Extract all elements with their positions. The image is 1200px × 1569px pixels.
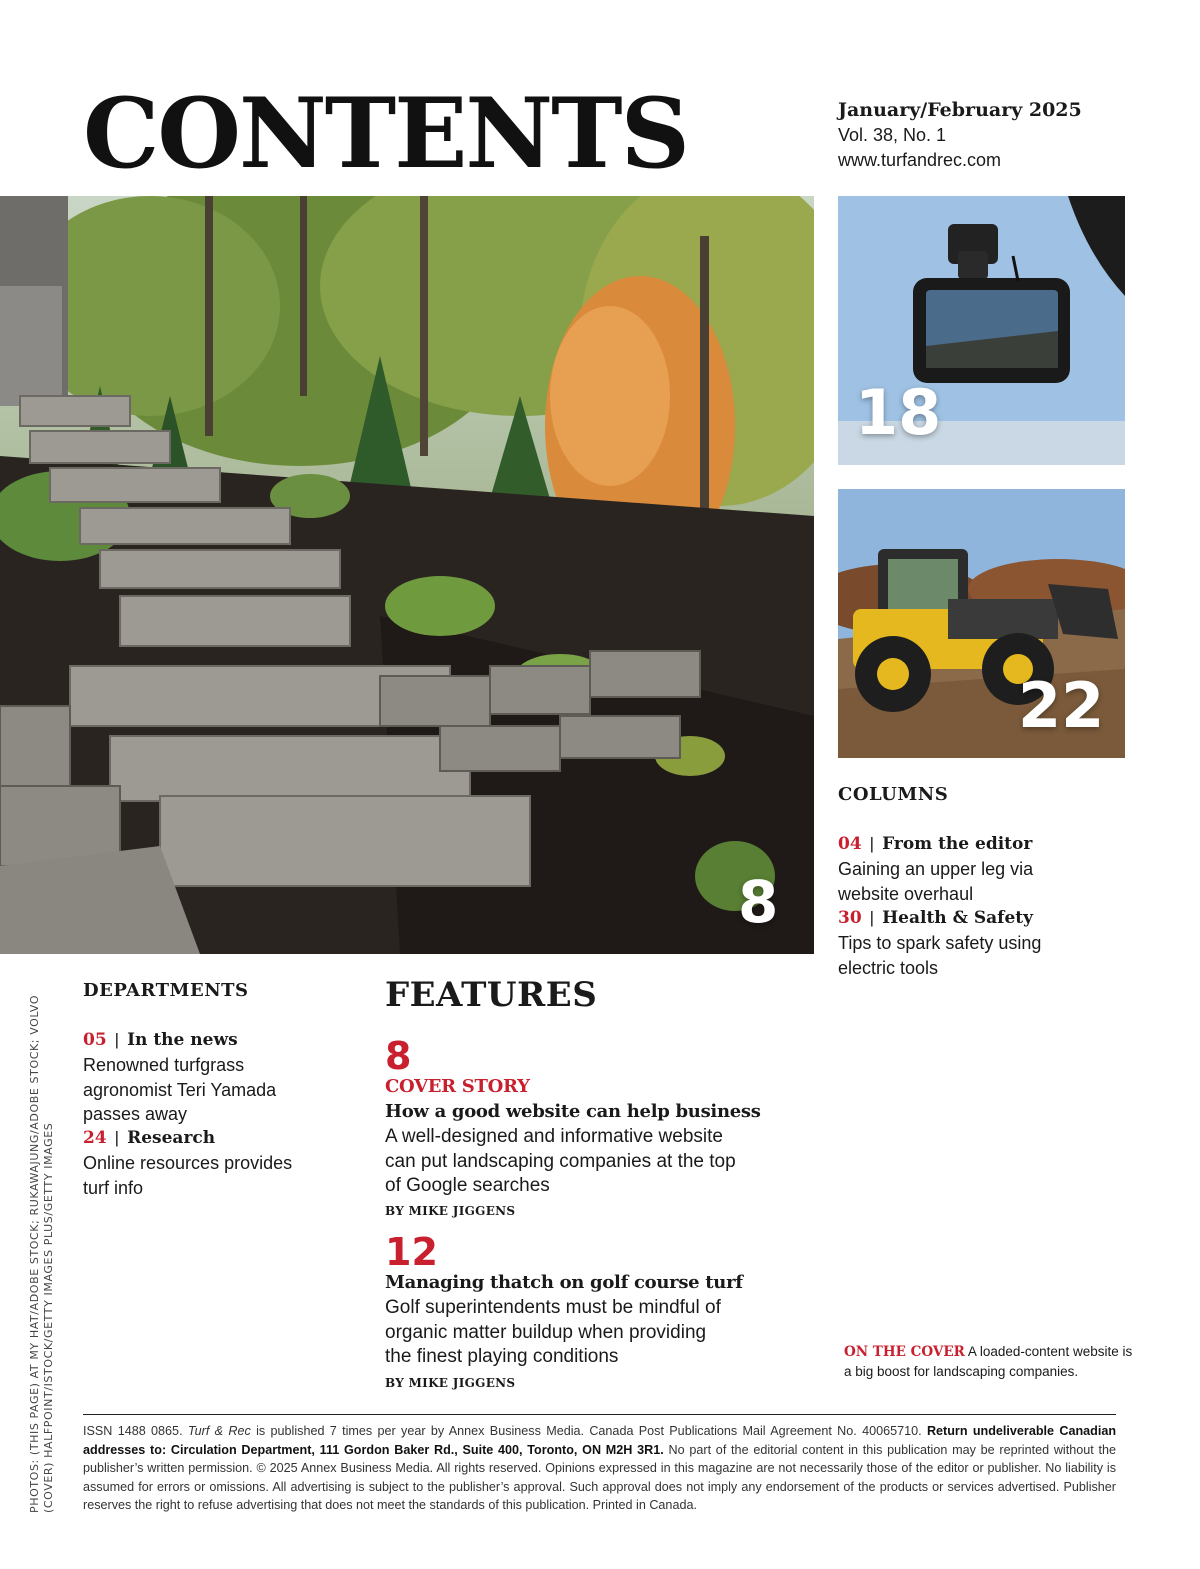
- toc-entry[interactable]: 04 | From the editor: [838, 834, 1033, 854]
- website-link[interactable]: www.turfandrec.com: [838, 150, 1002, 170]
- toc-entry[interactable]: 05 | In the news: [83, 1030, 238, 1050]
- page-ref: 30: [838, 908, 862, 928]
- cover-note: [844, 1342, 1134, 1381]
- toc-entry[interactable]: 30 | Health & Safety: [838, 908, 1033, 928]
- entry-topic: Research: [127, 1128, 216, 1148]
- feature-page-number[interactable]: 8: [385, 1034, 412, 1078]
- feature-title[interactable]: Managing thatch on golf course turf: [385, 1272, 743, 1293]
- return-address: Return undeliverable Canadian addresses to: Circulation Department, 111 Gordon Baker Rd., Suite 400, Toronto, ON M2H 3R1.: [83, 1424, 1117, 1457]
- desc-line: turf info: [83, 1177, 144, 1198]
- feature-description: [385, 1296, 765, 1370]
- page-ref: 04: [838, 834, 862, 854]
- issue-volume: Vol. 38, No. 1: [838, 125, 947, 145]
- columns-heading: COLUMNS: [838, 784, 949, 805]
- desc-line: Golf superintendents must be mindful of: [385, 1297, 721, 1318]
- entry-description: [838, 931, 1041, 980]
- cover-note-text: A loaded-content website is a big boost for landscaping companies.: [844, 1344, 1133, 1379]
- entry-topic: From the editor: [882, 834, 1033, 854]
- feature-kicker: COVER STORY: [385, 1076, 530, 1097]
- feature-title[interactable]: How a good website can help business: [385, 1101, 761, 1122]
- magazine-name: Turf & Rec: [187, 1424, 251, 1438]
- feature-byline: BY MIKE JIGGENS: [385, 1204, 516, 1218]
- desc-line: of Google searches: [385, 1175, 550, 1196]
- departments-heading: DEPARTMENTS: [83, 980, 249, 1001]
- desc-line: Renowned turfgrass: [83, 1055, 245, 1075]
- entry-description: [83, 1053, 276, 1127]
- entry-topic: Health & Safety: [882, 908, 1033, 928]
- desc-line: Online resources provides: [83, 1153, 293, 1173]
- toc-entry[interactable]: 24 | Research: [83, 1128, 216, 1148]
- desc-line: Tips to spark safety using: [838, 933, 1042, 953]
- issue-date: January/February 2025: [838, 99, 1082, 121]
- feature-page-number[interactable]: 12: [385, 1230, 438, 1274]
- credit-line: (COVER) HALFPOINT/ISTOCK/GETTY IMAGES PLUS/GETTY IMAGES: [42, 1122, 55, 1513]
- desc-line: Gaining an upper leg via: [838, 859, 1034, 879]
- page-number-badge: 22: [1018, 669, 1105, 742]
- features-heading: FEATURES: [385, 975, 598, 1015]
- stone-steps-illustration: [0, 196, 814, 954]
- desc-line: the finest playing conditions: [385, 1346, 619, 1367]
- entry-description: [838, 857, 1033, 906]
- page-number-badge: 8: [738, 868, 779, 936]
- page-ref: 24: [83, 1128, 107, 1148]
- page-title: CONTENTS: [83, 77, 688, 190]
- desc-line: electric tools: [838, 957, 939, 978]
- entry-topic: In the news: [127, 1030, 238, 1050]
- page-ref: 05: [83, 1030, 107, 1050]
- page-number-badge: 18: [855, 376, 942, 449]
- wheel-loader-photo[interactable]: [838, 489, 1125, 758]
- desc-line: passes away: [83, 1104, 188, 1124]
- dash-cam-photo[interactable]: [838, 196, 1125, 465]
- desc-line: A well-designed and informative website: [385, 1126, 723, 1147]
- desc-line: organic matter buildup when providing: [385, 1321, 707, 1343]
- feature-description: [385, 1125, 765, 1199]
- cover-note-label: ON THE COVER: [844, 1344, 965, 1360]
- entry-description: [83, 1151, 292, 1200]
- desc-line: website overhaul: [838, 883, 974, 904]
- cover-story-photo[interactable]: [0, 196, 814, 954]
- feature-byline: BY MIKE JIGGENS: [385, 1376, 516, 1390]
- footer-divider: [83, 1414, 1116, 1415]
- credit-line: PHOTOS: (THIS PAGE) AT MY HAT/ADOBE STOCK; RUKAWAJUNG/ADOBE STOCK; VOLVO: [28, 994, 41, 1513]
- desc-line: agronomist Teri Yamada: [83, 1079, 277, 1100]
- publisher-note: is published 7 times per year by Annex Business Media. Canada Post Publications Mail Agreement No. 40065710.: [256, 1424, 922, 1438]
- issn: ISSN 1488 0865.: [83, 1424, 183, 1438]
- legal-note: No part of the editorial content in this publication may be reprinted without the publisher’s written permission. © 2025 Annex Business Media. All rights reserved. Opinions expressed in this magazine are not necessarily those of the editor or publisher. No liability is assumed for errors or omissions. All advertising is subject to the publisher’s approval. Such approval does not imply any endorsement of the products or services advertised. Publisher reserves the right to refuse advertising that does not meet the standards of this publication. Printed in Canada.: [83, 1442, 1116, 1512]
- publication-fine-print: [83, 1422, 1116, 1515]
- desc-line: can put landscaping companies at the top: [385, 1150, 736, 1172]
- photo-credit: [28, 993, 56, 1513]
